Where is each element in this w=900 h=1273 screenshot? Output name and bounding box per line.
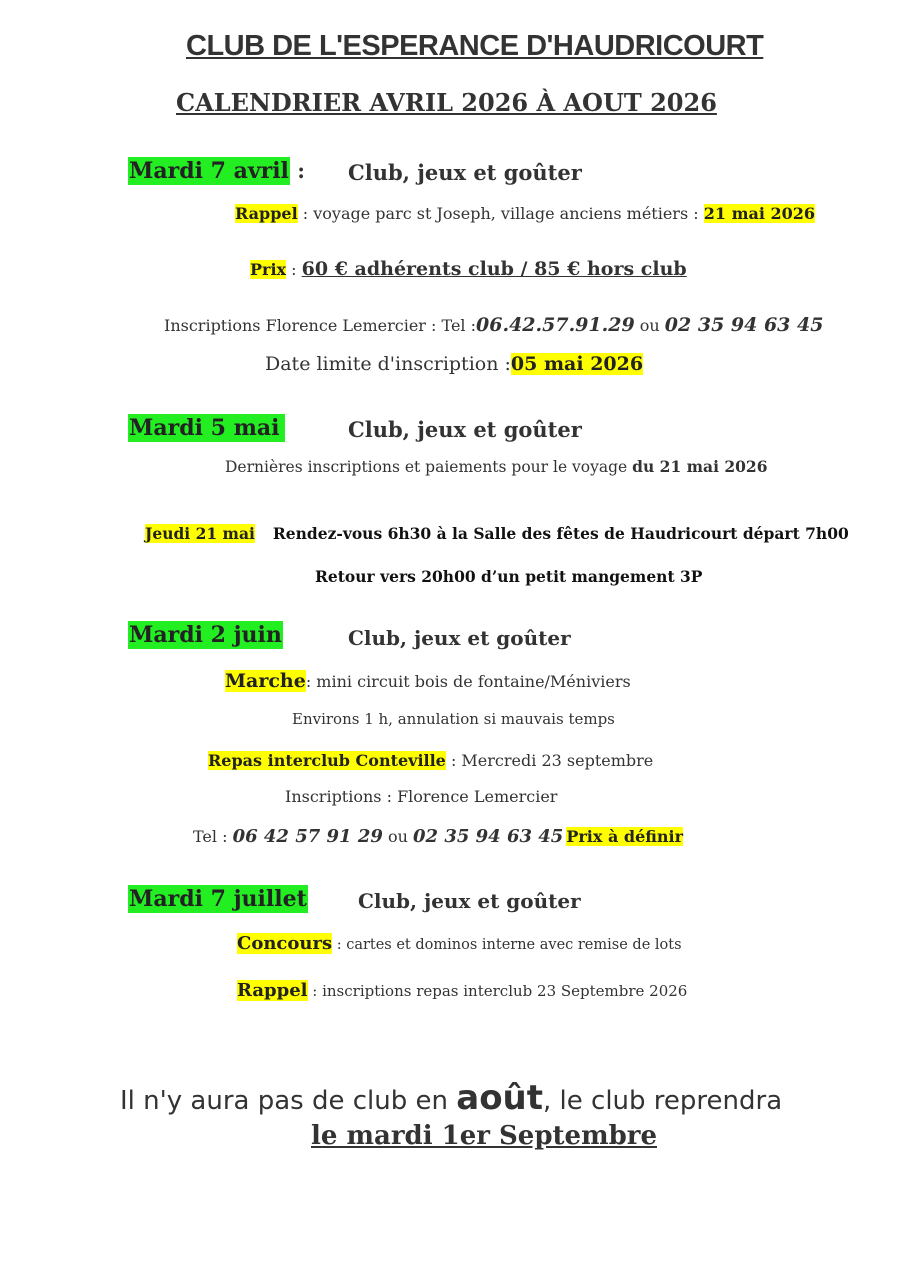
july-date: Mardi 7 juillet (129, 886, 307, 912)
june-tel (193, 826, 683, 847)
april-inscriptions-text: Inscriptions Florence Lemercier : Tel : (164, 316, 477, 335)
april-deadline-date: 05 mai 2026 (510, 353, 644, 375)
may-trip (145, 524, 849, 543)
april-rappel-date: 21 mai 2026 (703, 204, 816, 223)
june-activity: Club, jeux et goûter (348, 626, 571, 650)
april-prix-sep: : (286, 260, 302, 279)
june-date: Mardi 2 juin (129, 622, 282, 648)
footer-line1-emph: août (456, 1078, 544, 1118)
june-repas-label: Repas interclub Conteville (208, 751, 446, 770)
may-note-date: du 21 mai 2026 (632, 457, 768, 476)
april-phone1: 06.42.57.91.29 (476, 314, 635, 336)
may-note-text: Dernières inscriptions et paiements pour le voyage (225, 458, 633, 476)
june-repas-text: : Mercredi 23 septembre (445, 751, 654, 770)
june-environs: Environs 1 h, annulation si mauvais temps (292, 710, 615, 728)
footer-line1 (120, 1078, 782, 1118)
may-trip-text: Rendez-vous 6h30 à la Salle des fêtes de Haudricourt départ 7h00 (272, 524, 849, 543)
april-prix-value: 60 € adhérents club / 85 € hors club (301, 258, 687, 280)
april-deadline (265, 353, 643, 375)
april-colon: : (289, 158, 305, 183)
june-phone2: 02 35 94 63 45 (413, 826, 564, 847)
july-concours-label: Concours (237, 933, 333, 954)
may-note (225, 457, 768, 476)
april-prix-label: Prix (250, 260, 287, 279)
footer-line1-end: , le club reprendra (543, 1086, 783, 1116)
april-phone2: 02 35 94 63 45 (664, 314, 824, 336)
june-tel-text: Tel : (193, 827, 233, 846)
july-concours-text: : cartes et dominos interne avec remise de lots (332, 937, 682, 953)
may-heading (128, 415, 285, 441)
april-ou: ou (634, 316, 665, 335)
april-activity: Club, jeux et goûter (348, 160, 582, 185)
april-deadline-text: Date limite d'inscription : (265, 353, 511, 375)
june-prix-label: Prix à définir (566, 827, 684, 846)
june-inscriptions: Inscriptions : Florence Lemercier (285, 787, 558, 806)
june-marche-label: Marche (225, 670, 306, 692)
may-activity: Club, jeux et goûter (348, 417, 582, 442)
july-rappel-text: : inscriptions repas interclub 23 Septembre 2026 (307, 982, 688, 1000)
june-heading (128, 622, 283, 648)
may-trip-date: Jeudi 21 mai (145, 524, 255, 543)
june-ou: ou (382, 827, 413, 846)
may-return: Retour vers 20h00 d’un petit mangement 3P (315, 567, 703, 586)
july-rappel (237, 980, 687, 1001)
april-rappel-text: : voyage parc st Joseph, village anciens métiers : (297, 204, 704, 223)
footer-line2: le mardi 1er Septembre (311, 1121, 657, 1151)
april-rappel (235, 204, 815, 223)
april-prix (250, 258, 687, 280)
june-phone1: 06 42 57 91 29 (232, 826, 383, 847)
calendar-subtitle: CALENDRIER AVRIL 2026 À AOUT 2026 (176, 88, 717, 117)
june-marche-text: : mini circuit bois de fontaine/Méniviers (305, 672, 631, 691)
june-marche (225, 670, 631, 692)
april-rappel-label: Rappel (235, 204, 298, 223)
july-activity: Club, jeux et goûter (358, 889, 581, 913)
april-heading (128, 158, 305, 184)
april-inscriptions (164, 314, 823, 336)
july-heading (128, 886, 308, 912)
april-date: Mardi 7 avril (129, 158, 289, 184)
page-title: CLUB DE L'ESPERANCE D'HAUDRICOURT (186, 30, 764, 62)
july-rappel-label: Rappel (237, 980, 308, 1001)
july-concours (237, 933, 682, 954)
may-date: Mardi 5 mai (128, 414, 285, 442)
footer-line1-start: Il n'y aura pas de club en (120, 1086, 457, 1116)
june-repas (208, 751, 653, 770)
